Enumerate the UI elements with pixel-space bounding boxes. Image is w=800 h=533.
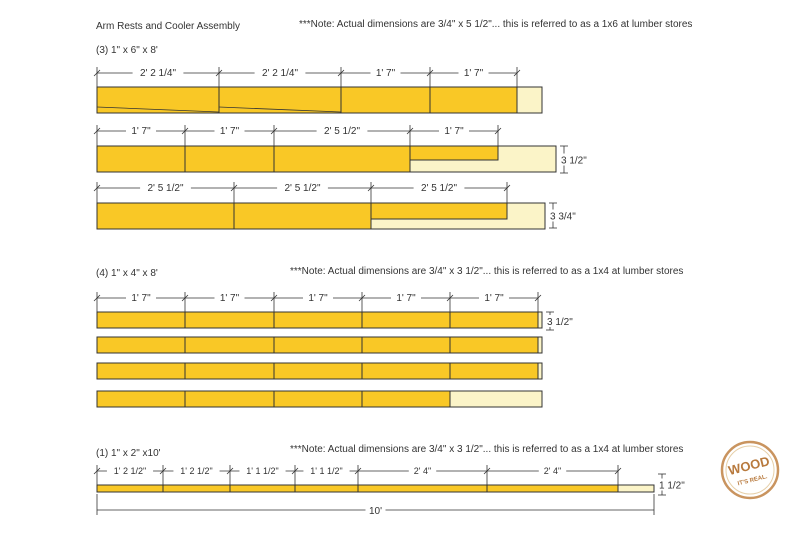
- group-label-1x2: (1) 1" x 2" x10': [96, 448, 161, 459]
- diagram-title: Arm Rests and Cooler Assembly: [96, 21, 240, 32]
- board-6-piece-2: [274, 391, 362, 407]
- board-7-piece-1: [163, 485, 230, 492]
- board-2-piece-0: [97, 203, 234, 229]
- board-3-width-label: 3 1/2": [547, 317, 573, 328]
- board-0-dim-label-1: 2' 2 1/4": [261, 68, 299, 79]
- board-1-dim-label-2: 2' 5 1/2": [323, 126, 361, 137]
- board-7-piece-2: [230, 485, 295, 492]
- board-7-dim-label-4: 2' 4": [413, 466, 432, 476]
- board-4-piece-3: [362, 337, 450, 353]
- board-1-piece-3: [410, 146, 498, 160]
- board-7-dim-label-2: 1' 1 1/2": [246, 466, 279, 476]
- board-7-dim-label-0: 1' 2 1/2": [113, 466, 147, 476]
- board-0-piece-3: [430, 87, 517, 113]
- board-4-piece-0: [97, 337, 185, 353]
- board-6-piece-1: [185, 391, 274, 407]
- board-2-dim-label-0: 2' 5 1/2": [147, 183, 184, 194]
- board-1-dim-label-0: 1' 7": [131, 126, 151, 137]
- board-4-piece-2: [274, 337, 362, 353]
- logo-word: WOOD: [726, 453, 772, 478]
- board-7-total-label: 10': [368, 506, 383, 517]
- board-7-piece-3: [295, 485, 358, 492]
- board-0-dim-label-0: 2' 2 1/4": [139, 68, 177, 79]
- board-3-piece-2: [274, 312, 362, 328]
- group-note-1x4: ***Note: Actual dimensions are 3/4" x 3 1/2"... this is referred to as a 1x4 at lumber stores: [290, 266, 684, 277]
- board-5-piece-4: [450, 363, 538, 379]
- board-0-piece-2: [341, 87, 430, 113]
- group-label-1x4: (4) 1" x 4" x 8': [96, 268, 158, 279]
- board-2-piece-1: [234, 203, 371, 229]
- board-7-dim-label-3: 1' 1 1/2": [310, 466, 343, 476]
- board-0-dim-label-3: 1' 7": [463, 68, 484, 79]
- board-3-dim-label-1: 1' 7": [219, 293, 240, 304]
- board-7-piece-5: [487, 485, 618, 492]
- board-3-dim-label-3: 1' 7": [396, 293, 416, 304]
- group-note-1x2: ***Note: Actual dimensions are 3/4" x 3 1/2"... this is referred to as a 1x4 at lumber stores: [290, 444, 684, 455]
- board-7-piece-4: [358, 485, 487, 492]
- logo-tagline: IT'S REAL.: [737, 474, 769, 488]
- board-5-piece-0: [97, 363, 185, 379]
- board-3-dim-label-0: 1' 7": [131, 293, 151, 304]
- board-3-piece-3: [362, 312, 450, 328]
- board-4-piece-4: [450, 337, 538, 353]
- board-5-piece-2: [274, 363, 362, 379]
- board-3-dim-label-4: 1' 7": [484, 293, 504, 304]
- board-1-dim-label-3: 1' 7": [444, 126, 464, 137]
- board-3-piece-1: [185, 312, 274, 328]
- board-2-dim-label-1: 2' 5 1/2": [284, 183, 321, 194]
- group-label-1x6: (3) 1" x 6" x 8': [96, 45, 158, 56]
- board-5-piece-3: [362, 363, 450, 379]
- board-6-piece-0: [97, 391, 185, 407]
- wood-logo: [722, 442, 778, 498]
- header-note: ***Note: Actual dimensions are 3/4" x 5 1/2"... this is referred to as a 1x6 at lumber stores: [299, 19, 693, 30]
- board-3-piece-4: [450, 312, 538, 328]
- board-7-dim-label-5: 2' 4": [543, 466, 562, 476]
- board-6-piece-3: [362, 391, 450, 407]
- board-4-piece-1: [185, 337, 274, 353]
- board-2-dim-label-2: 2' 5 1/2": [420, 183, 458, 194]
- board-2-piece-2: [371, 203, 507, 219]
- board-3-dim-label-2: 1' 7": [308, 293, 328, 304]
- board-1-width-label: 3 1/2": [561, 155, 587, 167]
- board-7-dim-label-1: 1' 2 1/2": [180, 466, 213, 476]
- board-2-width-label: 3 3/4": [550, 211, 576, 223]
- board-7-width-label: 1 1/2": [659, 480, 685, 492]
- board-3-piece-0: [97, 312, 185, 328]
- board-5-piece-1: [185, 363, 274, 379]
- board-0-dim-label-2: 1' 7": [375, 68, 396, 79]
- board-1-piece-1: [185, 146, 274, 172]
- board-1-piece-0: [97, 146, 185, 172]
- board-1-piece-2: [274, 146, 410, 172]
- board-1-dim-label-1: 1' 7": [219, 126, 240, 137]
- board-7-piece-0: [97, 485, 163, 492]
